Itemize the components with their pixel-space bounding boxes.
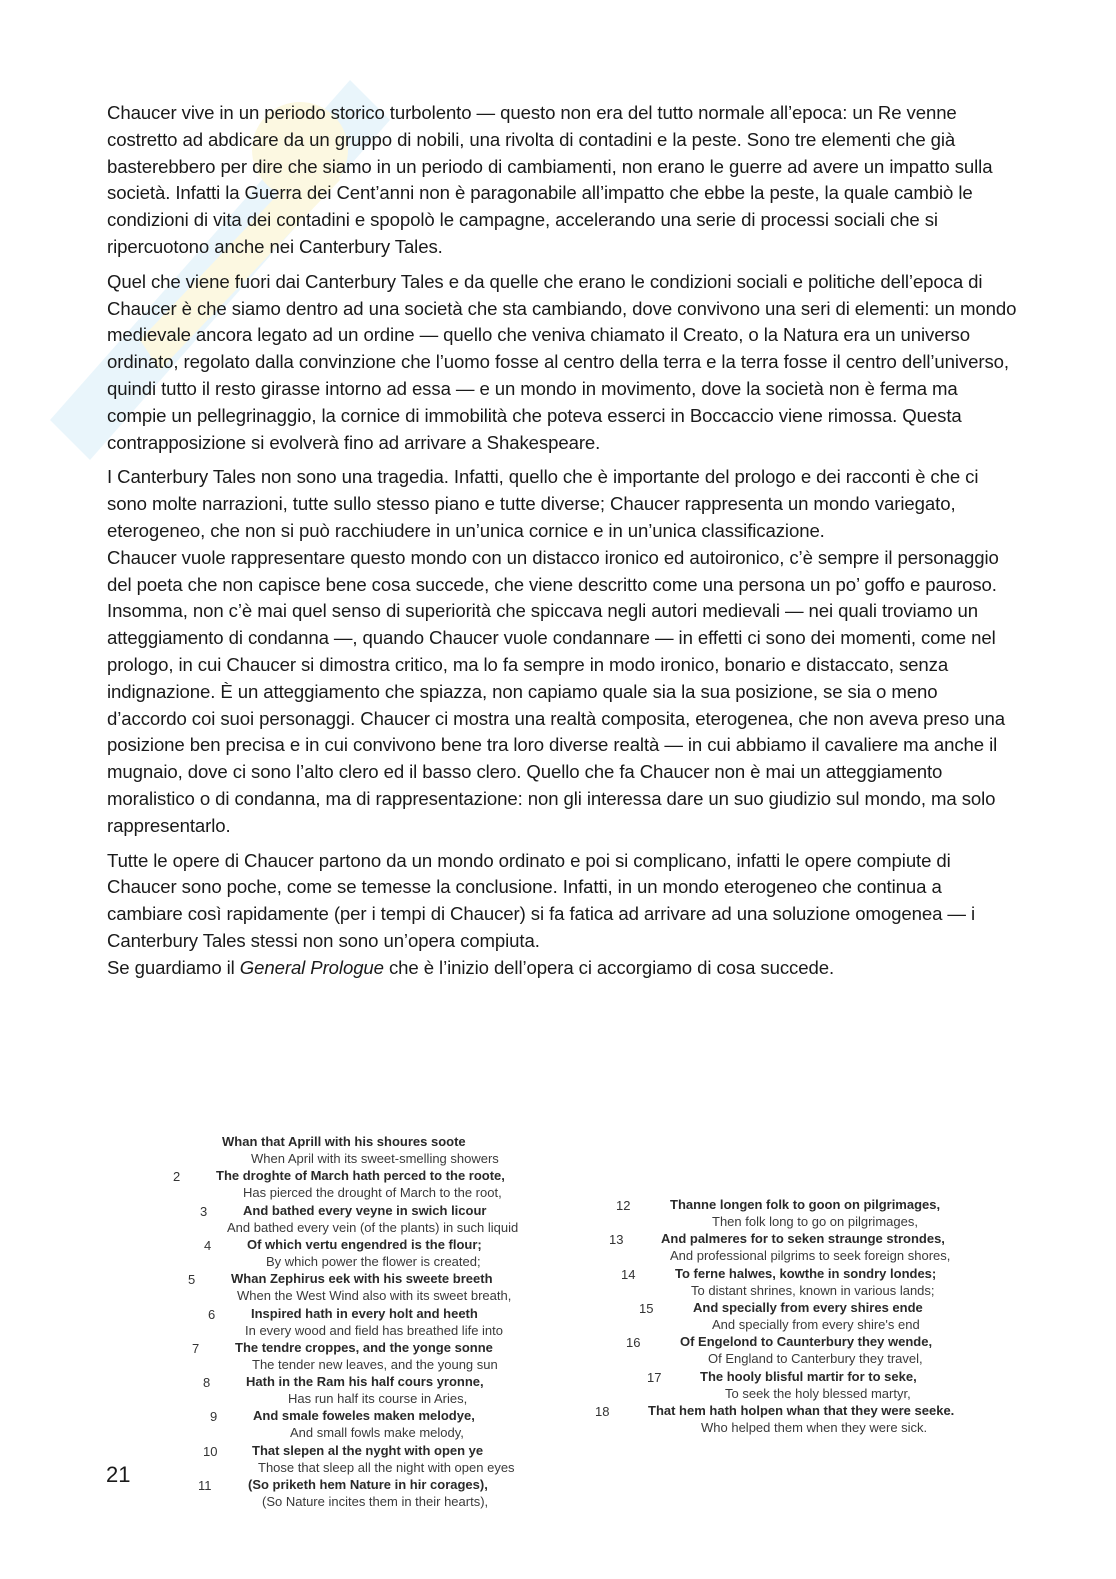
paragraph: I Canterbury Tales non sono una tragedia. Infatti, quello che è importante del prologo e dei racconti è che ci sono molte narrazioni, tutte sullo stesso piano e tutte diverse; Chaucer rappresenta un mondo variegato, eterogeneo, che non si può racchiudere in un’unica cornice e in un’unica classificazione.: [107, 466, 979, 541]
poem-original-line: The tendre croppes, and the yonge sonne: [235, 1339, 493, 1355]
line-number: 4: [204, 1237, 212, 1253]
poem-original-line: Inspired hath in every holt and heeth: [251, 1305, 478, 1321]
poem-translation-line: Who helped them when they were sick.: [701, 1419, 928, 1435]
poem-original-line: Of which vertu engendred is the flour;: [247, 1236, 482, 1252]
text-segment: che è l’inizio dell’opera ci accorgiamo di cosa succede.: [383, 956, 835, 978]
text-segment: Se guardiamo il: [107, 956, 240, 978]
poem-original-line: Of Engelond to Caunterbury they wende,: [680, 1334, 933, 1350]
poem-translation-line: Then folk long to go on pilgrimages,: [712, 1214, 918, 1229]
poem-original-line: Whan that Aprill with his shoures soote: [222, 1134, 466, 1149]
line-number: 11: [198, 1478, 212, 1493]
poem-translation-line: Has pierced the drought of March to the root,: [243, 1185, 502, 1201]
poem-original-line: The droghte of March hath perced to the roote,: [216, 1168, 505, 1184]
poem-translation-line: And specially from every shire's end: [712, 1316, 920, 1332]
line-number: 12: [616, 1198, 631, 1213]
paragraph: Tutte le opere di Chaucer partono da un mondo ordinato e poi si complicano, infatti le opere compiute di Chaucer sono poche, come se temesse la conclusione. Infatti, in un mondo eterogeneo che continua a cambiare così rapidamente (per i tempi di Chaucer) si fa fatica ad arrivare ad una soluzione omogenea — i Canterbury Tales stessi non sono un’opera compiuta.: [107, 849, 975, 951]
poem-translation-line: (So Nature incites them in their hearts),: [262, 1494, 489, 1509]
line-number: 7: [192, 1340, 200, 1356]
line-number: 3: [200, 1203, 208, 1219]
paragraph: Quel che viene fuori dai Canterbury Tales e da quelle che erano le condizioni sociali e politiche dell’epoca di Chaucer è che siamo dentro ad una società che sta cambiando, dove convivono una seri di elementi: un mondo medievale ancora legato ad un ordine — quello che veniva chiamato il Creato, o la Natura era un universo ordinato, regolato dalla convinzione che l’uomo fosse al centro della terra e la terra fosse il centro dell’universo, quindi tutto il resto girasse intorno ad essa — e un mondo in movimento, dove la società non è ferma ma compie un pellegrinaggio, la cornice di immobilità che poteva esserci in Boccaccio viene rimossa. Questa contrapposizione si evolverà fino ad arrivare a Shakespeare.: [107, 270, 1017, 453]
line-number: 18: [595, 1403, 610, 1419]
line-number: 8: [203, 1375, 211, 1391]
poem-original-line: And specially from every shires ende: [693, 1299, 923, 1315]
poem-original-line: To ferne halwes, kowthe in sondry londes;: [675, 1265, 937, 1281]
paragraph: Chaucer vuole rappresentare questo mondo con un distacco ironico ed autoironico, c’è sempre il personaggio del poeta che non capisce bene cosa succede, che viene descritto come una persona un po’ goffo e pauroso. Insomma, non c’è mai quel senso di superiorità che spiccava negli autori medievali — nei quali troviamo un atteggiamento di condanna —, quando Chaucer vuole condannare — in effetti ci sono dei momenti, come nel prologo, in cui Chaucer si dimostra critico, ma lo fa sempre in modo ironico, bonario e distaccato, senza indignazione. È un atteggiamento che spiazza, non capiamo quale sia la sua posizione, se sia o meno d’accordo coi suoi personaggi. Chaucer ci mostra una realtà composita, eterogenea, che non aveva preso una posizione ben precisa e in cui convivono bene tra loro diverse realtà — in cui abbiamo il cavaliere ma anche il mugnaio, dove ci sono l’alto clero ed il basso clero. Quello che fa Chaucer non è mai un atteggiamento moralistico o di condanna, ma di rappresentazione: non gli interessa dare un suo giudizio sul mondo, ma solo rappresentarlo.: [107, 546, 1005, 836]
line-number: 5: [188, 1272, 196, 1288]
poem-original-line: Whan Zephirus eek with his sweete breeth: [231, 1271, 493, 1287]
poem-translation-line: And small fowls make melody,: [290, 1425, 464, 1441]
poem-original-line: That slepen al the nyght with open ye: [252, 1442, 484, 1458]
poem-translation-line: Of England to Canterbury they travel,: [708, 1351, 923, 1367]
poem-original-line: Hath in the Ram his half cours yronne,: [246, 1374, 484, 1390]
poem-translation-line: To seek the holy blessed martyr,: [725, 1385, 911, 1401]
line-number: 17: [647, 1369, 662, 1385]
poem-translation-line: And professional pilgrims to seek foreign shores,: [670, 1248, 951, 1264]
line-number: 6: [208, 1306, 216, 1322]
italic-title: General Prologue: [239, 956, 384, 978]
line-number: 14: [621, 1266, 636, 1282]
poem-translation-line: Those that sleep all the night with open eyes: [258, 1459, 515, 1475]
poem-original-line: And bathed every veyne in swich licour: [243, 1202, 487, 1218]
article-body: [107, 100, 1017, 990]
poem-original-line: (So priketh hem Nature in hir corages),: [248, 1477, 488, 1492]
line-number: 9: [210, 1409, 218, 1425]
poem-translation-line: When the West Wind also with its sweet breath,: [237, 1288, 512, 1304]
poem-translation-line: By which power the flower is created;: [266, 1253, 481, 1269]
poem-original-line: The hooly blisful martir for to seke,: [700, 1368, 917, 1384]
poem-translation-line: And bathed every vein (of the plants) in such liquid: [227, 1219, 519, 1235]
poem-translation-line: To distant shrines, known in various lands;: [691, 1282, 935, 1298]
poem-translation-line: When April with its sweet-smelling showers: [251, 1151, 499, 1166]
poem-translation-line: Has run half its course in Aries,: [288, 1391, 468, 1407]
poem-original-line: Thanne longen folk to goon on pilgrimages,: [670, 1197, 941, 1212]
line-number: 2: [173, 1169, 181, 1185]
poem-original-line: And smale foweles maken melodye,: [253, 1408, 475, 1424]
poem-original-line: That hem hath holpen whan that they were seeke.: [648, 1402, 955, 1418]
poem-translation-line: The tender new leaves, and the young sun: [252, 1356, 498, 1372]
paragraph-last: [107, 955, 1017, 982]
line-number: 10: [203, 1443, 218, 1459]
poem-translation-line: In every wood and field has breathed life into: [245, 1322, 504, 1338]
line-number: 16: [626, 1335, 641, 1351]
poem-original-line: And palmeres for to seken straunge strondes,: [661, 1231, 945, 1247]
line-number: 13: [609, 1232, 624, 1248]
page-number: 21: [106, 1462, 131, 1487]
line-number: 15: [639, 1300, 654, 1316]
paragraph: Chaucer vive in un periodo storico turbolento — questo non era del tutto normale all’epoca: un Re venne costretto ad abdicare da un gruppo di nobili, una rivolta di contadini e la peste. Sono tre elementi che già basterebbero per dire che siamo in un periodo di cambiamenti, non erano le guerre ad avere un impatto sulla società. Infatti la Guerra dei Cent’anni non è paragonabile all’impatto che ebbe la peste, la quale cambiò le condizioni di vita dei contadini e spopolò le campagne, accelerando una serie di processi sociali che si ripercuotono anche nei Canterbury Tales.: [107, 102, 993, 257]
